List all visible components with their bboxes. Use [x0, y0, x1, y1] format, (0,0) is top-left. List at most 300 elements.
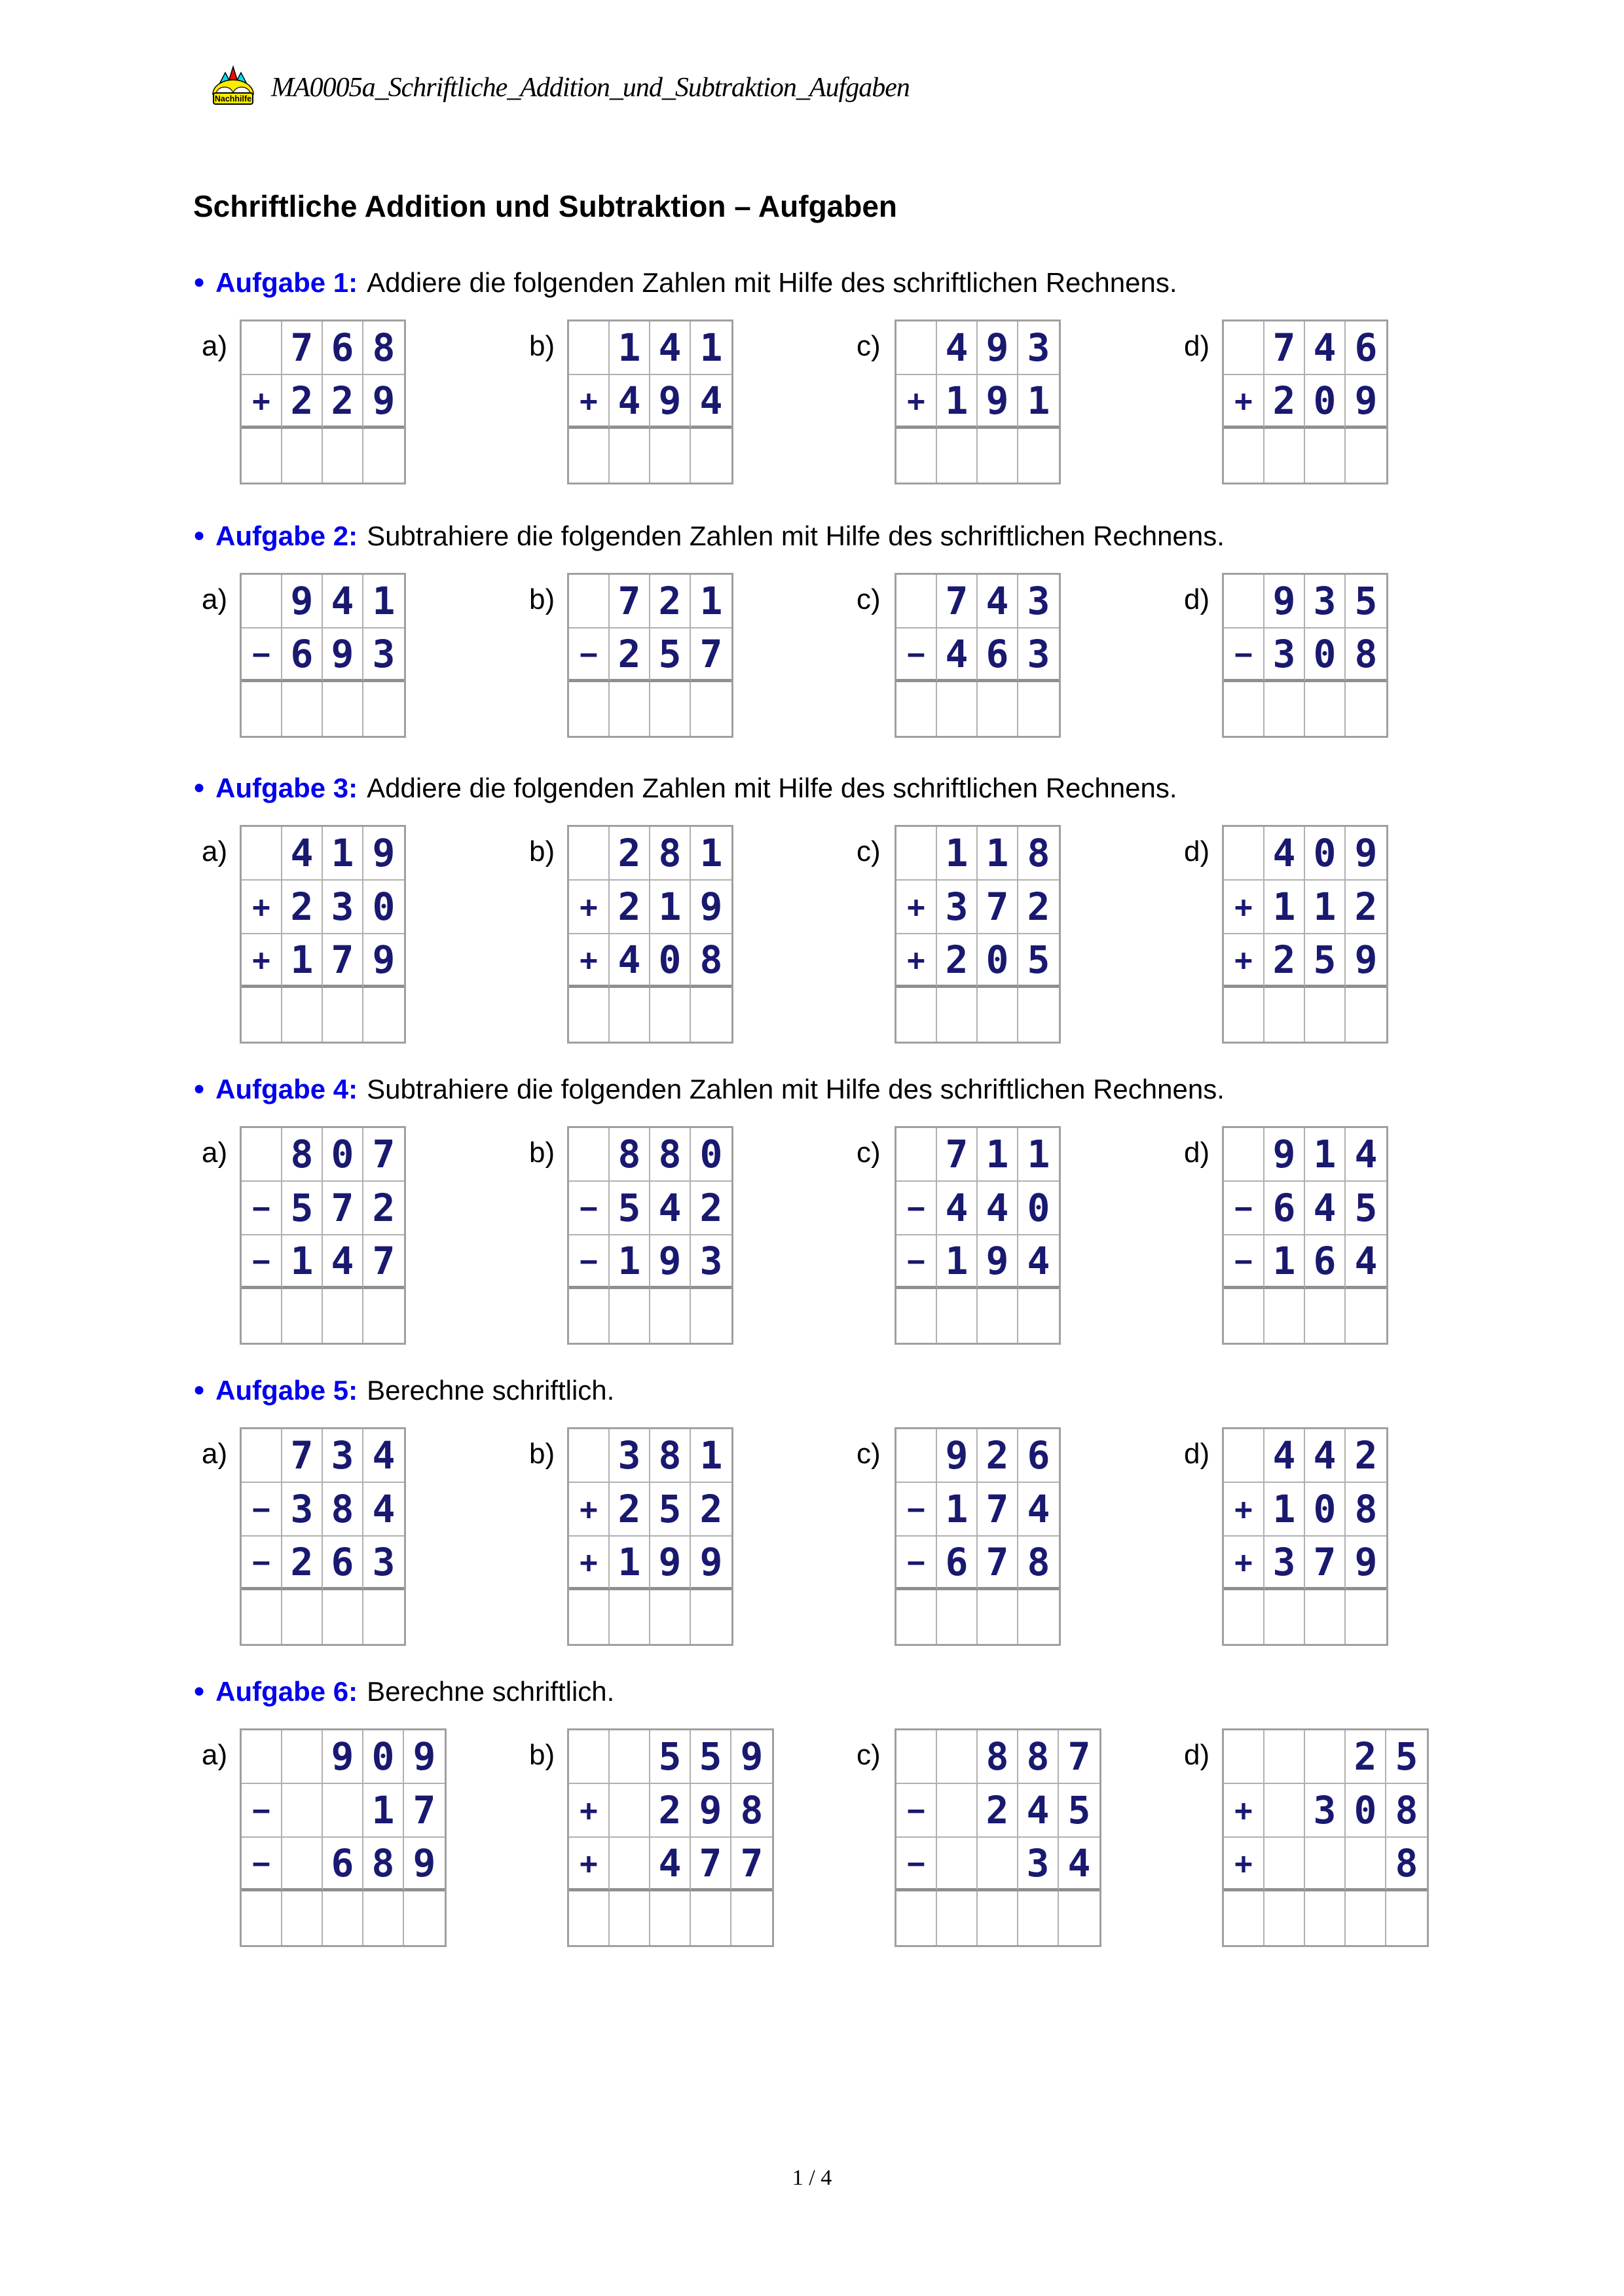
digit-cell: 4: [282, 827, 323, 881]
digit-cell: 3: [1018, 1838, 1059, 1891]
result-cell: [569, 1891, 610, 1945]
problem-label: d): [1184, 1137, 1210, 1169]
digit-cell: 3: [1018, 629, 1059, 682]
empty-cell: [1264, 1838, 1305, 1891]
result-cell: [650, 988, 691, 1042]
digit-cell: 6: [323, 1838, 363, 1891]
result-cell: [363, 988, 404, 1042]
operator-cell: [896, 1730, 937, 1784]
problem-6a: [202, 1728, 447, 1947]
problem-4b: [529, 1126, 733, 1345]
digit-cell: 6: [282, 629, 323, 682]
digit-cell: 2: [1346, 881, 1386, 934]
digit-cell: 7: [1059, 1730, 1099, 1784]
result-cell: [978, 988, 1018, 1042]
result-cell: [610, 1590, 650, 1644]
exercise-description: Berechne schriftlich.: [367, 1676, 615, 1707]
digit-cell: 4: [937, 321, 978, 375]
exercise-heading-4: [193, 1074, 1225, 1105]
digit-cell: 4: [650, 1838, 691, 1891]
problem-label: d): [1184, 835, 1210, 867]
plus-operator: +: [1224, 1537, 1264, 1590]
calc-grid-2a: [240, 573, 406, 738]
plus-operator: +: [242, 934, 282, 988]
digit-cell: 4: [610, 934, 650, 988]
digit-cell: 1: [1264, 1483, 1305, 1537]
operator-cell: [569, 1429, 610, 1483]
plus-operator: +: [1224, 881, 1264, 934]
digit-cell: 7: [1264, 321, 1305, 375]
result-cell: [1018, 1891, 1059, 1945]
bullet-icon: ●: [193, 524, 206, 546]
calc-grid-5b: [567, 1427, 733, 1646]
digit-cell: 0: [650, 934, 691, 988]
digit-cell: 2: [610, 827, 650, 881]
operator-cell: [1224, 575, 1264, 629]
problem-6c: [857, 1728, 1101, 1947]
digit-cell: 1: [691, 575, 731, 629]
calc-grid-6d: [1222, 1728, 1429, 1947]
result-cell: [1346, 1289, 1386, 1343]
digit-cell: 1: [282, 1235, 323, 1289]
empty-cell: [1346, 1838, 1386, 1891]
result-cell: [1346, 988, 1386, 1042]
result-cell: [610, 1891, 650, 1945]
plus-operator: +: [242, 881, 282, 934]
digit-cell: 4: [1018, 1235, 1059, 1289]
result-cell: [282, 429, 323, 483]
digit-cell: 4: [937, 1182, 978, 1235]
empty-cell: [282, 1730, 323, 1784]
result-cell: [978, 1289, 1018, 1343]
operator-cell: [896, 575, 937, 629]
operator-cell: [1224, 1429, 1264, 1483]
digit-cell: 1: [323, 827, 363, 881]
problem-4a: [202, 1126, 406, 1345]
result-cell: [1386, 1891, 1427, 1945]
problem-label: b): [529, 1137, 555, 1169]
result-cell: [1224, 988, 1264, 1042]
minus-operator: −: [1224, 1235, 1264, 1289]
result-cell: [610, 682, 650, 736]
exercise-heading-6: [193, 1676, 614, 1707]
result-cell: [937, 1289, 978, 1343]
problem-1c: [857, 319, 1061, 484]
result-cell: [1264, 1891, 1305, 1945]
bullet-icon: ●: [193, 1078, 206, 1099]
problem-4c: [857, 1126, 1061, 1345]
digit-cell: 0: [1346, 1784, 1386, 1838]
exercise-description: Addiere die folgenden Zahlen mit Hilfe des schriftlichen Rechnens.: [367, 267, 1177, 298]
exercise-description: Subtrahiere die folgenden Zahlen mit Hilfe des schriftlichen Rechnens.: [367, 520, 1225, 551]
result-cell: [1346, 429, 1386, 483]
result-cell: [363, 1590, 404, 1644]
empty-cell: [978, 1838, 1018, 1891]
digit-cell: 9: [404, 1838, 445, 1891]
problem-label: a): [202, 835, 228, 867]
result-cell: [691, 429, 731, 483]
minus-operator: −: [242, 629, 282, 682]
problem-2a: [202, 573, 406, 738]
result-cell: [896, 988, 937, 1042]
digit-cell: 4: [978, 575, 1018, 629]
result-cell: [937, 988, 978, 1042]
result-cell: [1305, 1590, 1346, 1644]
operator-cell: [242, 1429, 282, 1483]
problem-5b: [529, 1427, 733, 1646]
empty-cell: [282, 1838, 323, 1891]
digit-cell: 0: [363, 881, 404, 934]
result-cell: [1346, 1891, 1386, 1945]
digit-cell: 7: [691, 629, 731, 682]
result-cell: [1018, 1590, 1059, 1644]
plus-operator: +: [1224, 1483, 1264, 1537]
result-cell: [1346, 1590, 1386, 1644]
result-cell: [650, 682, 691, 736]
plus-operator: +: [1224, 1838, 1264, 1891]
calc-grid-5c: [895, 1427, 1061, 1646]
calc-grid-3d: [1222, 825, 1388, 1044]
digit-cell: 0: [1305, 827, 1346, 881]
result-cell: [1018, 1289, 1059, 1343]
minus-operator: −: [569, 1182, 610, 1235]
minus-operator: −: [569, 1235, 610, 1289]
result-cell: [937, 429, 978, 483]
result-cell: [650, 1590, 691, 1644]
plus-operator: +: [1224, 934, 1264, 988]
digit-cell: 3: [323, 881, 363, 934]
exercise-label: Aufgabe 3:: [215, 773, 358, 803]
digit-cell: 1: [1305, 881, 1346, 934]
problem-label: d): [1184, 330, 1210, 362]
result-cell: [1264, 988, 1305, 1042]
digit-cell: 1: [937, 375, 978, 429]
digit-cell: 1: [1018, 375, 1059, 429]
digit-cell: 4: [363, 1483, 404, 1537]
digit-cell: 5: [691, 1730, 731, 1784]
document-header: [208, 64, 910, 105]
digit-cell: 9: [650, 1537, 691, 1590]
result-cell: [1059, 1891, 1099, 1945]
minus-operator: −: [1224, 629, 1264, 682]
result-cell: [569, 988, 610, 1042]
minus-operator: −: [242, 1537, 282, 1590]
result-cell: [1264, 682, 1305, 736]
empty-cell: [610, 1730, 650, 1784]
calc-grid-6c: [895, 1728, 1101, 1947]
result-cell: [1018, 988, 1059, 1042]
problem-2d: [1184, 573, 1388, 738]
result-cell: [1224, 682, 1264, 736]
empty-cell: [1264, 1730, 1305, 1784]
digit-cell: 2: [691, 1483, 731, 1537]
operator-cell: [242, 1730, 282, 1784]
result-cell: [1018, 682, 1059, 736]
result-cell: [1224, 429, 1264, 483]
exercise-description: Berechne schriftlich.: [367, 1375, 615, 1406]
exercise-label: Aufgabe 2:: [215, 520, 358, 551]
problem-label: c): [857, 1438, 881, 1470]
operator-cell: [242, 321, 282, 375]
digit-cell: 2: [1264, 375, 1305, 429]
plus-operator: +: [569, 1483, 610, 1537]
plus-operator: +: [1224, 375, 1264, 429]
digit-cell: 6: [937, 1537, 978, 1590]
result-cell: [691, 1289, 731, 1343]
result-cell: [1264, 1590, 1305, 1644]
digit-cell: 6: [1346, 321, 1386, 375]
digit-cell: 8: [650, 1128, 691, 1182]
problem-2b: [529, 573, 733, 738]
digit-cell: 4: [1305, 1429, 1346, 1483]
result-cell: [1305, 682, 1346, 736]
exercise-heading-1: [193, 267, 1177, 299]
empty-cell: [937, 1838, 978, 1891]
empty-cell: [937, 1730, 978, 1784]
calc-grid-6a: [240, 1728, 447, 1947]
problem-label: d): [1184, 583, 1210, 615]
result-cell: [363, 429, 404, 483]
digit-cell: 4: [937, 629, 978, 682]
problem-3c: [857, 825, 1061, 1044]
problem-1b: [529, 319, 733, 484]
exercise-heading-5: [193, 1375, 614, 1406]
digit-cell: 2: [691, 1182, 731, 1235]
result-cell: [1305, 429, 1346, 483]
digit-cell: 2: [282, 375, 323, 429]
calc-grid-4b: [567, 1126, 733, 1345]
minus-operator: −: [242, 1483, 282, 1537]
digit-cell: 9: [731, 1730, 772, 1784]
digit-cell: 8: [650, 1429, 691, 1483]
problem-label: c): [857, 1137, 881, 1169]
result-cell: [282, 682, 323, 736]
result-cell: [242, 1590, 282, 1644]
bullet-icon: ●: [193, 776, 206, 798]
result-cell: [610, 988, 650, 1042]
digit-cell: 9: [691, 1784, 731, 1838]
problem-5d: [1184, 1427, 1388, 1646]
digit-cell: 9: [978, 375, 1018, 429]
digit-cell: 8: [978, 1730, 1018, 1784]
page-number: 1 / 4: [792, 2166, 832, 2190]
minus-operator: −: [1224, 1182, 1264, 1235]
digit-cell: 9: [650, 375, 691, 429]
digit-cell: 1: [937, 1483, 978, 1537]
result-cell: [1305, 1289, 1346, 1343]
result-cell: [937, 1590, 978, 1644]
operator-cell: [896, 321, 937, 375]
result-cell: [896, 1891, 937, 1945]
result-cell: [323, 682, 363, 736]
digit-cell: 6: [323, 321, 363, 375]
result-cell: [896, 1590, 937, 1644]
result-cell: [363, 682, 404, 736]
calc-grid-2d: [1222, 573, 1388, 738]
digit-cell: 0: [1018, 1182, 1059, 1235]
digit-cell: 1: [978, 827, 1018, 881]
result-cell: [610, 1289, 650, 1343]
header-filename: MA0005a_Schriftliche_Addition_und_Subtraktion_Aufgaben: [271, 73, 910, 103]
digit-cell: 7: [731, 1838, 772, 1891]
digit-cell: 1: [363, 1784, 404, 1838]
operator-cell: [569, 827, 610, 881]
calc-grid-3a: [240, 825, 406, 1044]
result-cell: [363, 1289, 404, 1343]
digit-cell: 1: [363, 575, 404, 629]
operator-cell: [1224, 827, 1264, 881]
digit-cell: 8: [1346, 629, 1386, 682]
digit-cell: 8: [282, 1128, 323, 1182]
minus-operator: −: [896, 1235, 937, 1289]
calc-grid-1d: [1222, 319, 1388, 484]
digit-cell: 4: [978, 1182, 1018, 1235]
plus-operator: +: [569, 934, 610, 988]
operator-cell: [569, 575, 610, 629]
digit-cell: 9: [404, 1730, 445, 1784]
exercise-heading-3: [193, 773, 1177, 804]
digit-cell: 9: [978, 1235, 1018, 1289]
result-cell: [282, 1891, 323, 1945]
problem-label: b): [529, 583, 555, 615]
result-cell: [1018, 429, 1059, 483]
result-cell: [978, 429, 1018, 483]
result-cell: [978, 682, 1018, 736]
digit-cell: 4: [363, 1429, 404, 1483]
digit-cell: 7: [978, 1537, 1018, 1590]
result-cell: [610, 429, 650, 483]
digit-cell: 1: [610, 1235, 650, 1289]
operator-cell: [896, 827, 937, 881]
bullet-icon: ●: [193, 271, 206, 293]
digit-cell: 7: [937, 575, 978, 629]
result-cell: [569, 1289, 610, 1343]
operator-cell: [242, 827, 282, 881]
exercise-heading-2: [193, 520, 1225, 552]
digit-cell: 3: [282, 1483, 323, 1537]
digit-cell: 8: [1386, 1838, 1427, 1891]
digit-cell: 0: [323, 1128, 363, 1182]
result-cell: [1346, 682, 1386, 736]
problem-label: a): [202, 1739, 228, 1771]
digit-cell: 5: [1346, 1182, 1386, 1235]
digit-cell: 2: [1346, 1730, 1386, 1784]
digit-cell: 8: [363, 1838, 404, 1891]
digit-cell: 2: [610, 881, 650, 934]
result-cell: [282, 988, 323, 1042]
result-cell: [282, 1289, 323, 1343]
result-cell: [569, 429, 610, 483]
operator-cell: [242, 575, 282, 629]
operator-cell: [1224, 1730, 1264, 1784]
digit-cell: 5: [1386, 1730, 1427, 1784]
problem-label: a): [202, 330, 228, 362]
digit-cell: 4: [650, 1182, 691, 1235]
digit-cell: 4: [1346, 1235, 1386, 1289]
minus-operator: −: [896, 1838, 937, 1891]
problem-label: c): [857, 583, 881, 615]
problem-label: b): [529, 1438, 555, 1470]
exercise-label: Aufgabe 6:: [215, 1676, 358, 1707]
result-cell: [1305, 1891, 1346, 1945]
problem-label: b): [529, 835, 555, 867]
minus-operator: −: [896, 1483, 937, 1537]
result-cell: [650, 1289, 691, 1343]
digit-cell: 3: [363, 629, 404, 682]
digit-cell: 9: [691, 1537, 731, 1590]
problem-1a: [202, 319, 406, 484]
digit-cell: 1: [610, 1537, 650, 1590]
result-cell: [282, 1590, 323, 1644]
exercise-description: Addiere die folgenden Zahlen mit Hilfe des schriftlichen Rechnens.: [367, 773, 1177, 803]
problem-label: d): [1184, 1438, 1210, 1470]
digit-cell: 0: [363, 1730, 404, 1784]
result-cell: [242, 988, 282, 1042]
result-cell: [896, 429, 937, 483]
digit-cell: 7: [691, 1838, 731, 1891]
digit-cell: 1: [691, 1429, 731, 1483]
exercise-description: Subtrahiere die folgenden Zahlen mit Hilfe des schriftlichen Rechnens.: [367, 1074, 1225, 1104]
digit-cell: 1: [1018, 1128, 1059, 1182]
digit-cell: 1: [691, 827, 731, 881]
digit-cell: 7: [323, 1182, 363, 1235]
calc-grid-1b: [567, 319, 733, 484]
empty-cell: [282, 1784, 323, 1838]
result-cell: [242, 1289, 282, 1343]
digit-cell: 2: [282, 1537, 323, 1590]
empty-cell: [610, 1838, 650, 1891]
problem-label: c): [857, 1739, 881, 1771]
operator-cell: [1224, 1128, 1264, 1182]
digit-cell: 7: [937, 1128, 978, 1182]
result-cell: [937, 682, 978, 736]
digit-cell: 4: [323, 575, 363, 629]
digit-cell: 6: [1305, 1235, 1346, 1289]
operator-cell: [569, 1730, 610, 1784]
digit-cell: 1: [1305, 1128, 1346, 1182]
digit-cell: 2: [650, 1784, 691, 1838]
operator-cell: [896, 1429, 937, 1483]
calc-grid-5d: [1222, 1427, 1388, 1646]
digit-cell: 4: [1018, 1483, 1059, 1537]
digit-cell: 0: [1305, 375, 1346, 429]
digit-cell: 1: [1264, 881, 1305, 934]
digit-cell: 7: [282, 1429, 323, 1483]
result-cell: [731, 1891, 772, 1945]
digit-cell: 5: [1059, 1784, 1099, 1838]
digit-cell: 5: [1018, 934, 1059, 988]
digit-cell: 8: [1018, 1730, 1059, 1784]
digit-cell: 2: [282, 881, 323, 934]
digit-cell: 4: [1264, 827, 1305, 881]
problem-1d: [1184, 319, 1388, 484]
result-cell: [404, 1891, 445, 1945]
problem-label: a): [202, 1438, 228, 1470]
digit-cell: 2: [610, 629, 650, 682]
result-cell: [650, 1891, 691, 1945]
digit-cell: 4: [610, 375, 650, 429]
digit-cell: 8: [1386, 1784, 1427, 1838]
calc-grid-3b: [567, 825, 733, 1044]
problem-3b: [529, 825, 733, 1044]
digit-cell: 7: [610, 575, 650, 629]
minus-operator: −: [896, 1182, 937, 1235]
digit-cell: 1: [978, 1128, 1018, 1182]
digit-cell: 0: [978, 934, 1018, 988]
digit-cell: 4: [1018, 1784, 1059, 1838]
digit-cell: 4: [650, 321, 691, 375]
digit-cell: 9: [1264, 575, 1305, 629]
